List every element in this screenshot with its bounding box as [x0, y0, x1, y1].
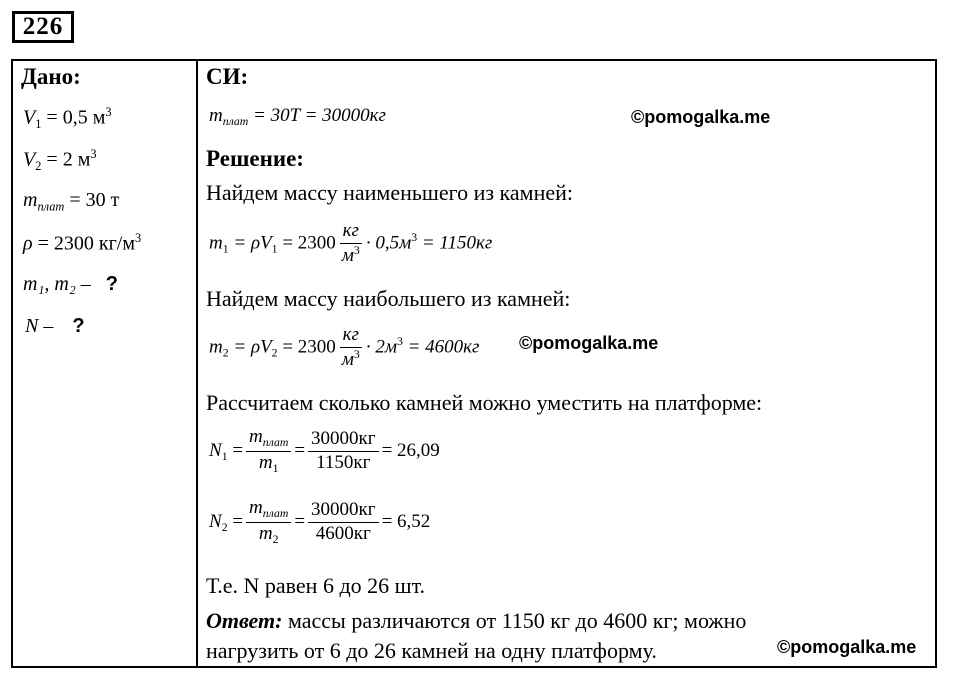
formula-m1: $m_1 = \rho V_1 = 2300$ $\frac{кг}{м^3}$ · $0,5м^3 = 1150кг$: [209, 220, 493, 266]
step2-text: Найдем массу наибольшего из камней:: [206, 286, 571, 311]
problem-number: 226: [12, 11, 74, 43]
watermark-1: ©pomogalka.me: [631, 107, 771, 127]
given-heading: Дано:: [21, 64, 81, 89]
formula-n1: $N_1$ = $\frac{m_{плат}}{m_1}$ = $\frac{30000кг}{1150кг}$ = 26,09: [209, 426, 440, 476]
step1-text: Найдем массу наименьшего из камней:: [206, 180, 573, 205]
conclusion-text: Т.е. N равен 6 до 26 шт.: [206, 573, 426, 598]
unknown-masses: m₁, m₂ – ?: [23, 273, 119, 295]
given-v1: $V_1 = 0,5$ $м^3$: [23, 105, 112, 131]
answer-label: Ответ:: [206, 608, 283, 633]
si-formula: $m_{плат} = 30T = 30000кг$: [209, 105, 386, 129]
solution-table: [11, 59, 937, 668]
solution-heading: Решение:: [206, 146, 304, 171]
unknown-count: N – ?: [25, 315, 85, 337]
answer-line-1: Ответ: массы различаются от 1150 кг до 4600 кг; можно: [206, 608, 747, 633]
formula-n2: $N_2$ = $\frac{m_{плат}}{m_2}$ = $\frac{30000кг}{4600кг}$ = 6,52: [209, 497, 431, 547]
given-v2: $V_2 = 2$ $м^3$: [23, 147, 97, 173]
given-m-plat: $m_{плат} = 30$ т: [23, 189, 120, 214]
column-divider: [196, 61, 198, 666]
answer-line-2: нагрузить от 6 до 26 камней на одну платформу.: [206, 638, 657, 663]
step3-text: Рассчитаем сколько камней можно уместить на платформе:: [206, 390, 763, 415]
si-heading: СИ:: [206, 64, 249, 89]
given-density: ρ = 2300 $кг/м^3$: [23, 231, 142, 255]
formula-m2: $m_2 = \rho V_2 = 2300$ $\frac{кг}{м^3}$ · $2м^3 = 4600кг$: [209, 324, 480, 370]
watermark-2: ©pomogalka.me: [519, 333, 659, 353]
watermark-3: ©pomogalka.me: [777, 637, 917, 657]
